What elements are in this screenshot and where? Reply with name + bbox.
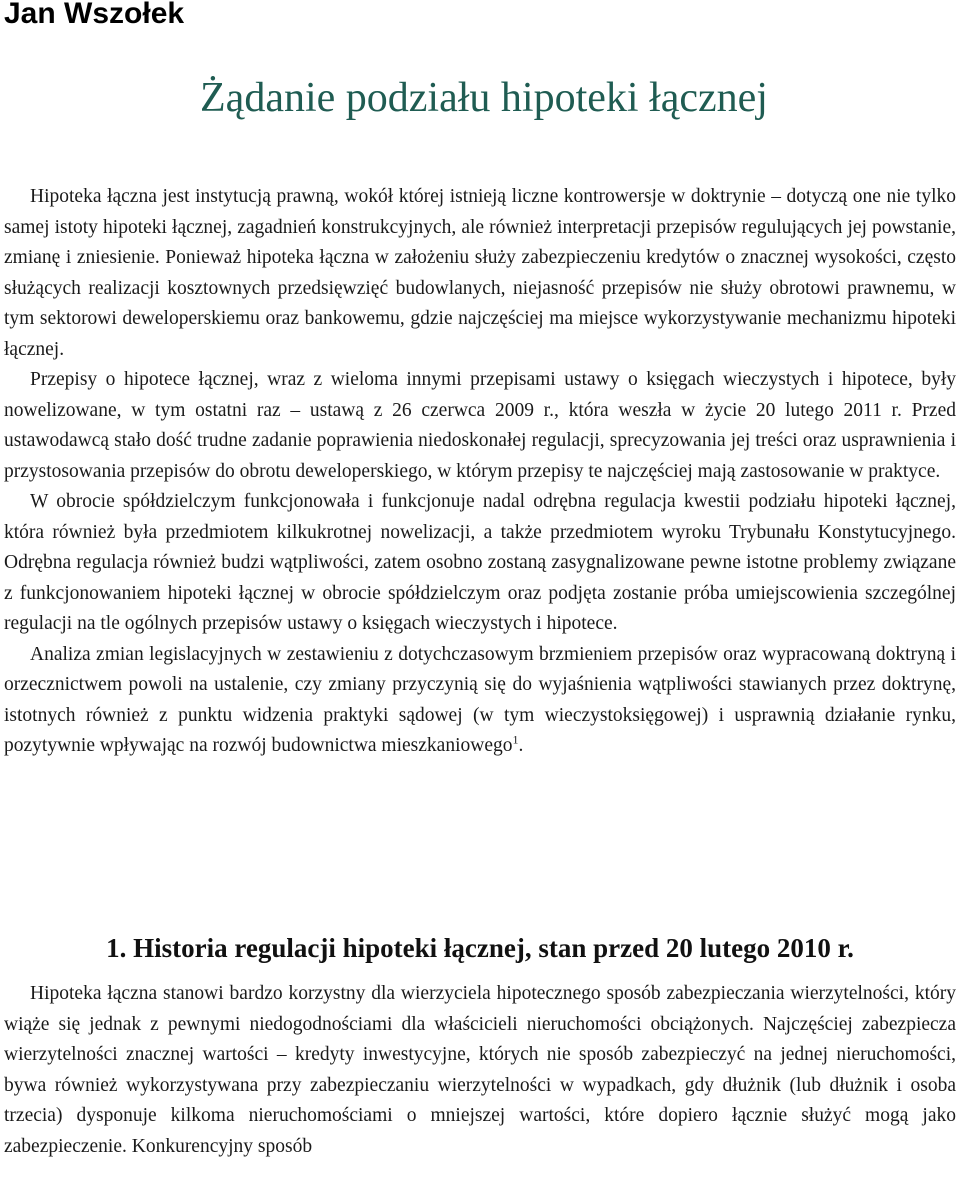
document-title: Żądanie podziału hipoteki łącznej xyxy=(200,75,768,121)
paragraph-1: Hipoteka łączna jest instytucją prawną, wokół której istnieją liczne kontrowersje w doktrynie – dotyczą one nie tylko samej istoty hipoteki łącznej, zagadnień konstrukcyjnych, ale również interpretacji przepisów regulujących jej powstanie, zmianę i zniesienie. Ponieważ hipoteka łączna w założeniu służy zabezpieczeniu kredytów o znacznej wysokości, często służących realizacji kosztownych przedsięwzięć budowlanych, niejasność przepisów nie służy obrotowi prawnemu, w tym sektorowi deweloperskiemu oraz bankowemu, gdzie najczęściej ma miejsce wykorzystywanie mechanizmu hipoteki łącznej. xyxy=(4,186,956,360)
paragraph-4 xyxy=(4,640,956,762)
section-text xyxy=(4,979,956,1162)
paragraph-2: Przepisy o hipotece łącznej, wraz z wieloma innymi przepisami ustawy o księgach wieczystych i hipotece, były nowelizowane, w tym ostatni raz – ustawą z 26 czerwca 2009 r., która weszła w życie 20 lutego 2011 r. Przed ustawodawcą stało dość trudne zadanie poprawienia niedoskonałej regulacji, sprecyzowania jej treści oraz usprawnienia i przystosowania przepisów do obrotu deweloperskiego, w którym przepisy te najczęściej mają zastosowanie w praktyce. xyxy=(4,369,956,482)
author-name: Jan Wszołek xyxy=(4,0,185,30)
section-heading: 1. Historia regulacji hipoteki łącznej, stan przed 20 lutego 2010 r. xyxy=(106,933,854,963)
intro-text xyxy=(4,182,956,762)
section-paragraph-1: Hipoteka łączna stanowi bardzo korzystny dla wierzyciela hipotecznego sposób zabezpieczania wierzytelności, który wiąże się jednak z pewnymi niedogodnościami dla właścicieli nieruchomości obciążonych. Najczęściej zabezpiecza wierzytelności znacznej wartości – kredyty inwestycyjne, których nie sposób zabezpieczyć na jednej nieruchomości, bywa również wykorzystywana przy zabezpieczaniu wierzytelności w wypadkach, gdy dłużnik (lub dłużnik i osoba trzecia) dysponuje kilkoma nieruchomościami o mniejszej wartości, które dopiero łącznie służyć mogą jako zabezpieczenie. Konkurencyjny sposób xyxy=(4,983,956,1157)
footnote-ref[interactable]: 1 xyxy=(512,732,519,747)
paragraph-4-text: Analiza zmian legislacyjnych w zestawieniu z dotychczasowym brzmieniem przepisów oraz wypracowaną doktryną i orzecznictwem powoli na ustalenie, czy zmiany przyczynią się do wyjaśnienia wątpliwości stawianych przez doktrynę, istotnych również z punktu widzenia praktyki sądowej (w tym wieczystoksięgowej) i usprawnią działanie rynku, pozytywnie wpływając na rozwój budownictwa mieszkaniowego xyxy=(4,643,956,756)
paragraph-3: W obrocie spółdzielczym funkcjonowała i funkcjonuje nadal odrębna regulacja kwestii podziału hipoteki łącznej, która również była przedmiotem kilkukrotnej nowelizacji, a także przedmiotem wyroku Trybunału Konstytucyjnego. Odrębna regulacja również budzi wątpliwości, zatem osobno zostaną zasygnalizowane pewne istotne problemy związane z funkcjonowaniem hipoteki łącznej w obrocie spółdzielczym oraz podjęta zostanie próba umiejscowienia szczególnej regulacji na tle ogólnych przepisów ustawy o księgach wieczystych i hipotece. xyxy=(4,491,956,634)
paragraph-4-end: . xyxy=(518,735,524,756)
